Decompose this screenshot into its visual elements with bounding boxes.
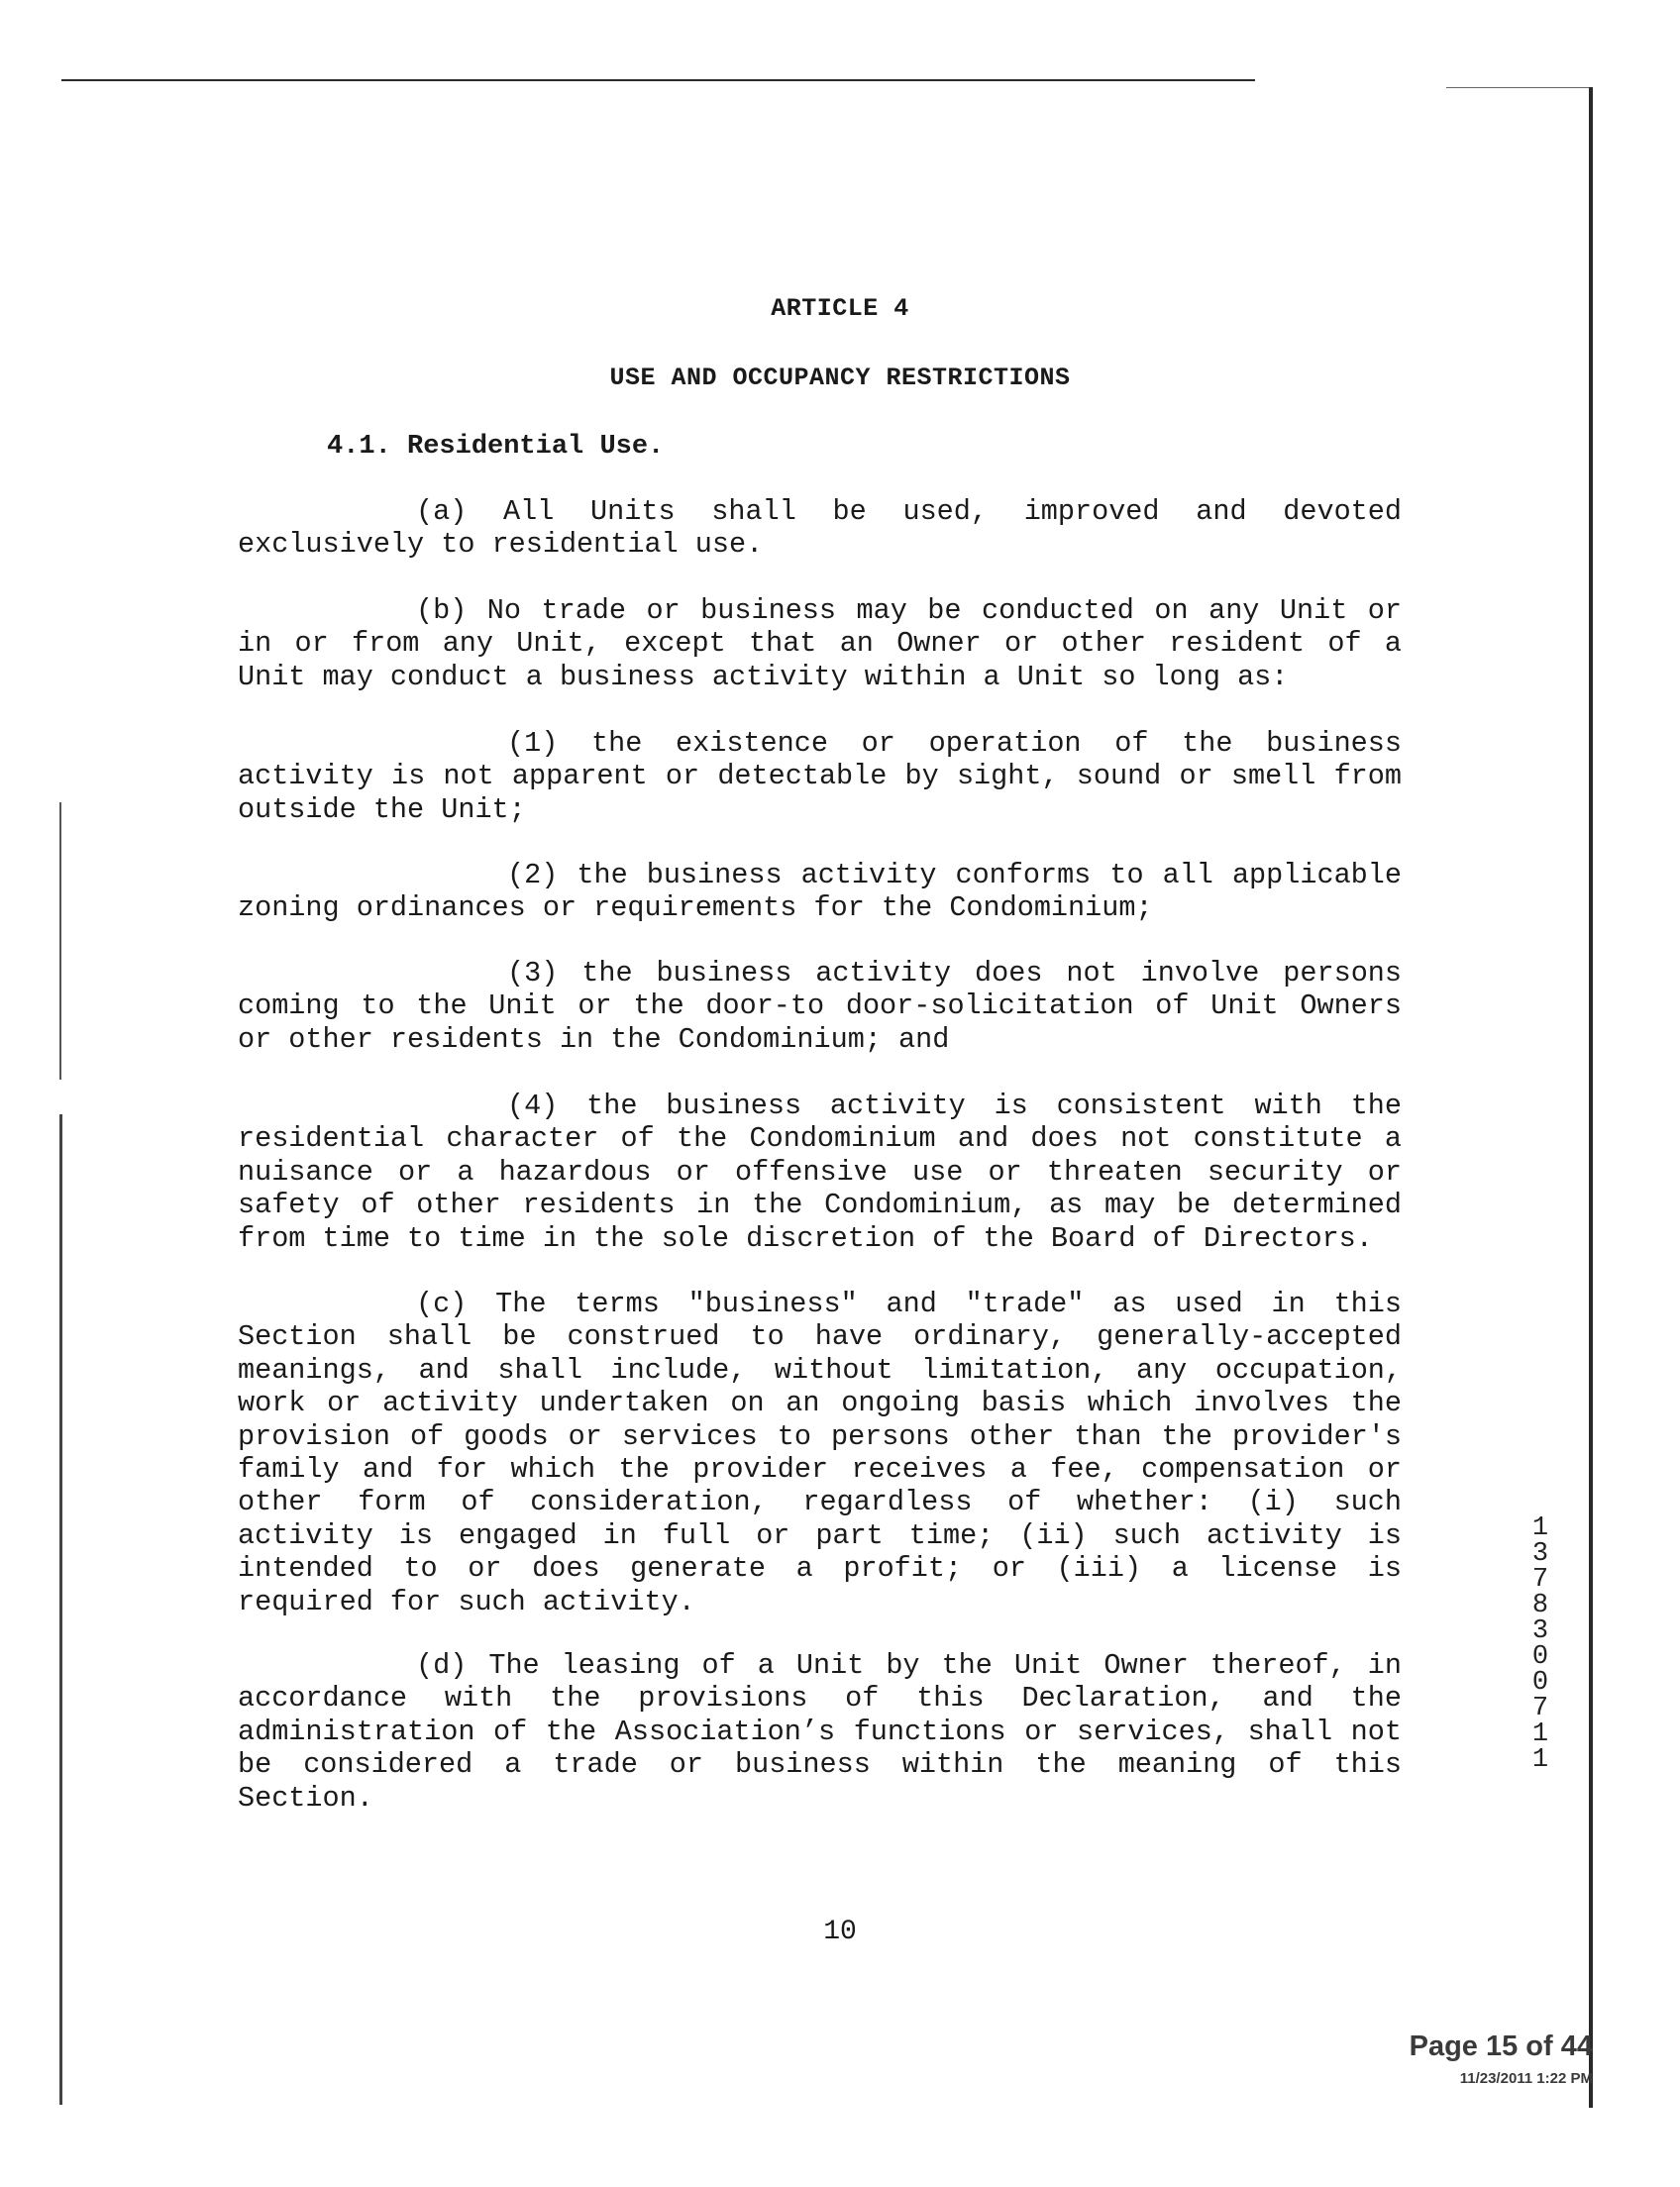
section-title: 4.1. Residential Use.: [327, 432, 665, 462]
recording-number-stamp: 13783 00711: [1531, 1513, 1565, 1775]
page-count-stamp: Page 15 of 44: [1409, 2031, 1593, 2062]
article-title: USE AND OCCUPANCY RESTRICTIONS: [609, 364, 1071, 392]
paragraph-b2: (2) the business activity conforms to all applicable zoning ordinances or requirements for the Condominium;: [238, 859, 1402, 925]
paragraph-d: (d) The leasing of a Unit by the Unit Owner thereof, in accordance with the provisions of this Declaration, and the administration of the Association’s functions or services, shall not be considered a trade or business within the meaning of this Section.: [238, 1649, 1402, 1815]
article-number: ARTICLE 4: [771, 294, 909, 323]
paragraph-b1: (1) the existence or operation of the business activity is not apparent or detectable by sight, sound or smell from outside the Unit;: [238, 727, 1402, 826]
paragraph-c: (c) The terms "business" and "trade" as used in this Section shall be construed to have ordinary, generally-accepted meanings, and shall include, without limitation, any occupation, work or activity undertaken on an ongoing basis which involves the provision of goods or services to persons other than the provider's family and for which the provider receives a fee, compensation or other form of consideration, regardless of whether: (i) such activity is engaged in full or part time; (ii) such activity is intended to or does generate a profit; or (iii) a license is required for such activity.: [238, 1288, 1402, 1618]
paragraph-b4: (4) the business activity is consistent with the residential character of the Condominium and does not constitute a nuisance or a hazardous or offensive use or threaten security or safety of other residents in the Condominium, as may be determined from time to time in the sole discretion of the Board of Directors.: [238, 1090, 1402, 1255]
left-edge-1: [59, 802, 61, 1080]
timestamp-stamp: 11/23/2011 1:22 PM: [1459, 2070, 1593, 2087]
top-right-rule: [1446, 87, 1593, 88]
left-edge-2: [59, 1114, 62, 2105]
paragraph-a: (a) All Units shall be used, improved and devoted exclusively to residential use.: [238, 495, 1402, 562]
paragraph-b: (b) No trade or business may be conducted on any Unit or in or from any Unit, except that an Owner or other resident of a Unit may conduct a business activity within a Unit so long as:: [238, 594, 1402, 693]
top-rule: [61, 79, 1255, 81]
paragraph-b3: (3) the business activity does not involve persons coming to the Unit or the door-to door-solicitation of Unit Owners or other residents in the Condominium; and: [238, 957, 1402, 1056]
page-number: 10: [823, 1917, 857, 1947]
